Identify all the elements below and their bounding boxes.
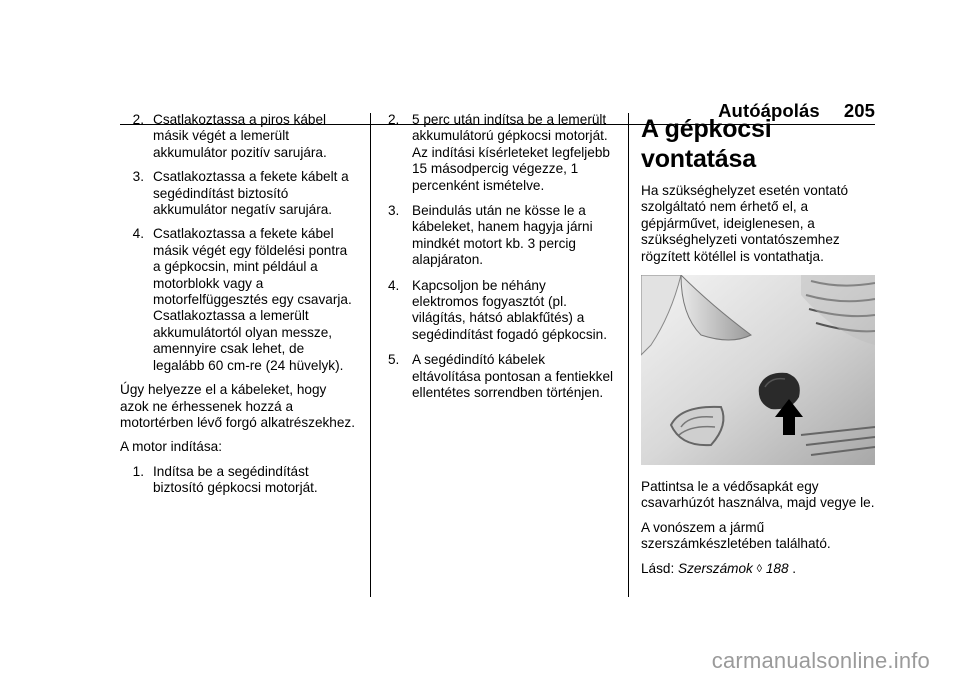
car-front-bumper-illustration: [641, 275, 875, 465]
list-item-text: Csatlakoztassa a fekete kábelt a segédindítást biztosító akkumulátor negatív sarujára.: [153, 169, 349, 218]
page-number: 205: [843, 100, 875, 121]
remove-cover-paragraph: Pattintsa le a védősapkát egy csavarhúzót használva, majd vegye le.: [641, 479, 875, 511]
site-watermark: carmanualsonline.info: [711, 648, 930, 673]
list-item-number: 4.: [132, 226, 144, 242]
list-item: [388, 203, 616, 269]
reference-suffix: .: [788, 560, 797, 576]
list-item-number: 2.: [132, 112, 144, 127]
tool-kit-paragraph: A vonószem a jármű szerszámkészletében található.: [641, 519, 831, 552]
reference-page-number[interactable]: 188: [765, 560, 789, 576]
list-item-text: 5 perc után indítsa be a lemerült akkumulátorú gépkocsi motorját. Az indítási kísérleteket legfeljebb 15 másodpercig végezze, 1 percenként ismételve.: [412, 112, 610, 193]
cross-reference: [641, 561, 875, 577]
page-reference-icon: ◊: [756, 562, 763, 575]
reference-link-tools[interactable]: Szerszámok: [678, 560, 753, 576]
cable-placement-paragraph: Úgy helyezze el a kábeleket, hogy azok ne érhessenek hozzá a motortérben lévő forgó alkatrészekhez.: [120, 382, 355, 430]
list-item: [388, 278, 616, 344]
engine-start-heading: A motor indítása:: [120, 439, 223, 455]
list-item: [120, 112, 356, 161]
reference-prefix: Lásd:: [641, 560, 679, 576]
list-item-number: 2.: [388, 112, 400, 127]
list-item: [388, 352, 616, 401]
list-item-number: 1.: [132, 463, 144, 479]
list-item: [388, 112, 616, 194]
towing-eye-cover-photo: [641, 275, 875, 465]
column-divider-2: [628, 113, 629, 597]
list-item-number: 3.: [132, 169, 144, 185]
towing-section-title: A gépkocsi vontatása: [641, 115, 772, 173]
list-item: [120, 169, 356, 218]
column-2: [388, 112, 616, 411]
list-item: [120, 464, 356, 497]
list-item-text: Indítsa be a segédindítást biztosító gépkocsi motorját.: [153, 463, 318, 496]
column-1: [120, 112, 356, 505]
list-item-text: Csatlakoztassa a fekete kábel másik végét egy földelési pontra a gépkocsin, mint például a motorblokk vagy a motorfelfüggesztés egy csavarja. Csatlakoztassa a lemerült akkumulátortól olyan messze, amennyire csak lehet, de legalább 60 cm-re (24 hüvelyk).: [153, 226, 352, 373]
list-item-text: Beindulás után ne kösse le a kábeleket, hanem hagyja járni mindkét motort kb. 3 percig alapjáraton.: [412, 203, 593, 268]
list-item-text: A segédindító kábelek eltávolítása pontosan a fentiekkel ellentétes sorrendben történjen.: [412, 352, 614, 401]
list-item-text: Kapcsoljon be néhány elektromos fogyasztót (pl. világítás, hátsó ablakfűtés) a segédindítást fogadó gépkocsin.: [412, 277, 607, 342]
list-item-text: Csatlakoztassa a piros kábel másik végét a lemerült akkumulátor pozitív sarujára.: [153, 112, 327, 160]
column-3: [641, 112, 875, 585]
section-name: Autóápolás: [718, 100, 820, 121]
towing-intro-paragraph: Ha szükséghelyzet esetén vontató szolgáltató nem érhető el, a gépjárművet, ideiglenesen, a szükséghelyzeti vontatószemhez rögzített kötéllel is vontathatja.: [641, 183, 849, 264]
column-divider-1: [370, 113, 371, 597]
list-item-number: 3.: [388, 203, 400, 219]
list-item: [120, 226, 356, 374]
list-item-number: 4.: [388, 277, 400, 293]
list-item-number: 5.: [388, 352, 400, 368]
